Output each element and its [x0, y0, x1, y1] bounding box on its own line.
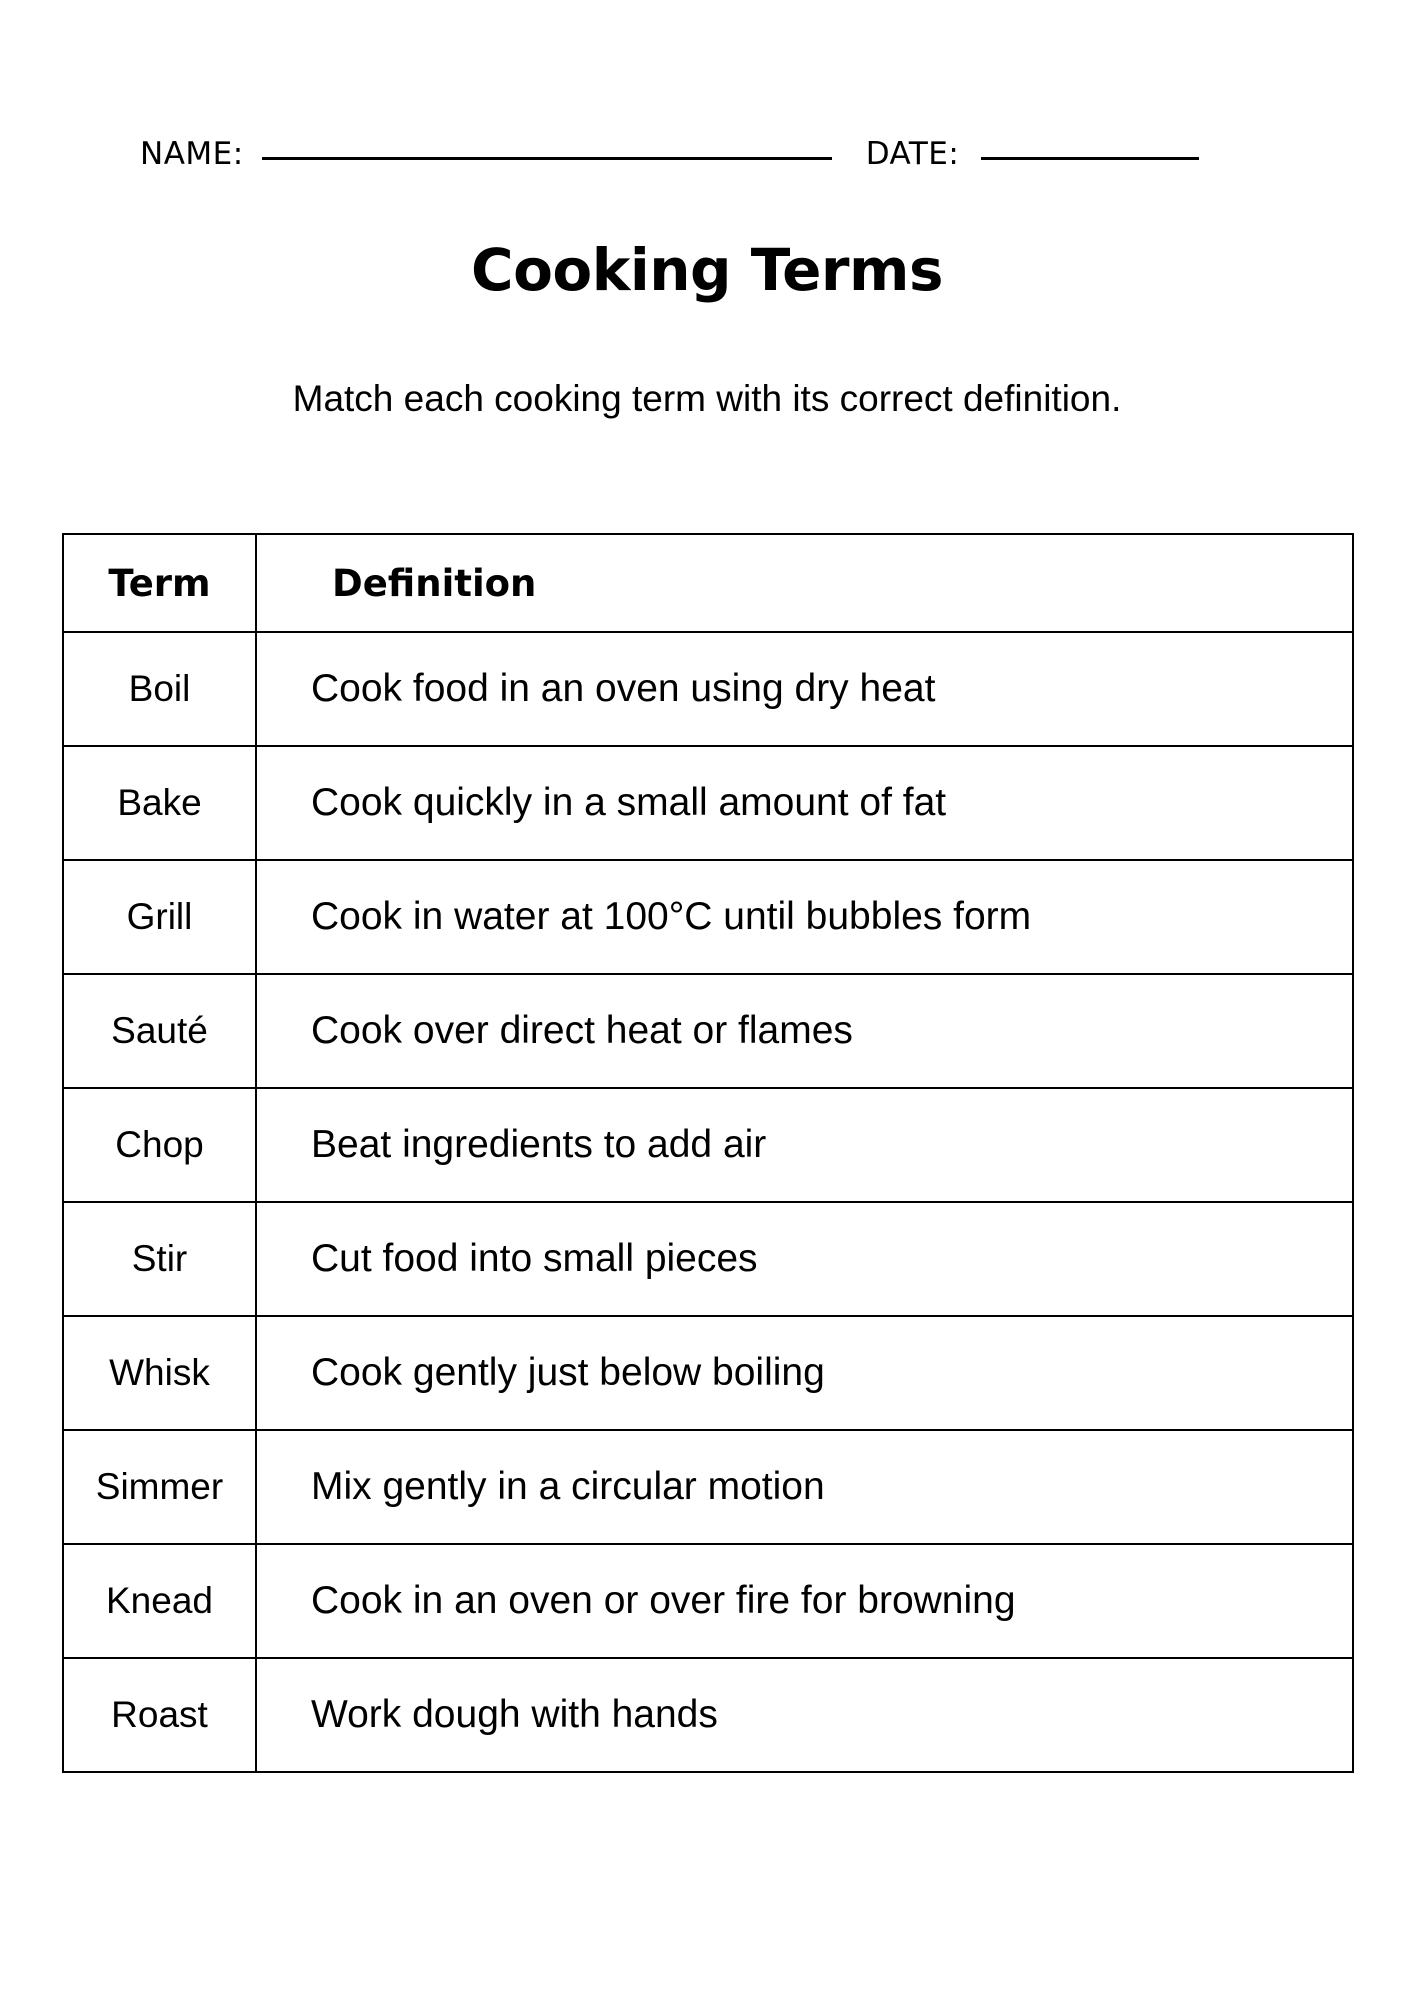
term-cell: Boil: [63, 632, 256, 746]
term-cell: Knead: [63, 1544, 256, 1658]
student-meta-row: [140, 136, 1265, 172]
table-row: [63, 1316, 1353, 1430]
column-header-definition: Definition: [256, 534, 1353, 632]
definition-cell: Cook quickly in a small amount of fat: [256, 746, 1353, 860]
page-title: Cooking Terms: [471, 236, 943, 304]
instructions-text: Match each cooking term with its correct definition.: [292, 378, 1122, 419]
term-cell: Stir: [63, 1202, 256, 1316]
table-row: [63, 1088, 1353, 1202]
table-body: [63, 632, 1353, 1772]
term-cell: Bake: [63, 746, 256, 860]
table-row: [63, 1202, 1353, 1316]
table-row: [63, 974, 1353, 1088]
matching-table: [62, 533, 1354, 1773]
definition-cell: Cook over direct heat or flames: [256, 974, 1353, 1088]
table-row: [63, 632, 1353, 746]
definition-cell: Cook in an oven or over fire for browning: [256, 1544, 1353, 1658]
term-cell: Roast: [63, 1658, 256, 1772]
definition-cell: Cook gently just below boiling: [256, 1316, 1353, 1430]
definition-cell: Cook in water at 100°C until bubbles form: [256, 860, 1353, 974]
table-row: [63, 1430, 1353, 1544]
name-label: NAME:: [140, 136, 244, 172]
definition-cell: Beat ingredients to add air: [256, 1088, 1353, 1202]
table-row: [63, 860, 1353, 974]
table-header: [63, 534, 1353, 632]
date-label: DATE:: [865, 136, 960, 172]
definition-cell: Cook food in an oven using dry heat: [256, 632, 1353, 746]
term-cell: Chop: [63, 1088, 256, 1202]
definition-cell: Cut food into small pieces: [256, 1202, 1353, 1316]
term-cell: Simmer: [63, 1430, 256, 1544]
table-row: [63, 1544, 1353, 1658]
definition-cell: Work dough with hands: [256, 1658, 1353, 1772]
table-row: [63, 1658, 1353, 1772]
header-row: [63, 534, 1353, 632]
date-input-line[interactable]: [981, 157, 1199, 160]
term-cell: Sauté: [63, 974, 256, 1088]
name-input-line[interactable]: [262, 157, 832, 160]
column-header-term: Term: [63, 534, 256, 632]
table-row: [63, 746, 1353, 860]
term-cell: Whisk: [63, 1316, 256, 1430]
definition-cell: Mix gently in a circular motion: [256, 1430, 1353, 1544]
term-cell: Grill: [63, 860, 256, 974]
